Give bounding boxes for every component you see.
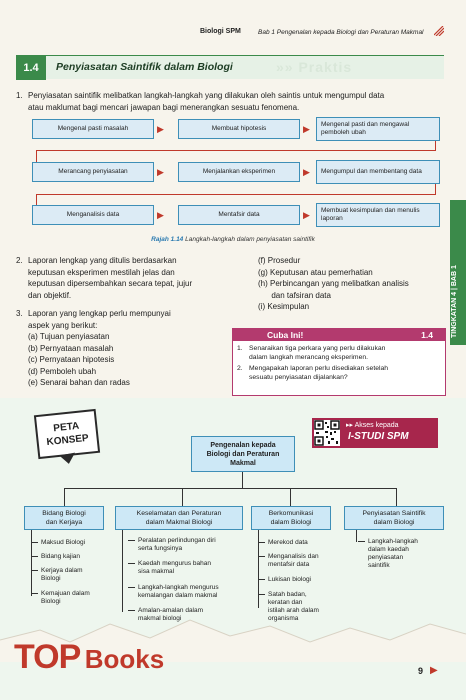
question-line: sesuatu penyiasatan dijalankan? — [249, 373, 348, 381]
leaf-line: Biologi — [41, 575, 61, 582]
map-leaf — [138, 537, 216, 553]
paragraph-line: keputusan dipersembahkan secara tepat, jujur — [28, 279, 193, 288]
map-leaf — [368, 538, 418, 570]
leaf-line: Biologi — [41, 598, 61, 605]
flow-step: Membuat hipotesis — [178, 119, 300, 139]
map-connector — [396, 488, 397, 506]
map-connector — [122, 530, 123, 612]
paragraph-line: aspek yang berikut: — [28, 320, 98, 330]
access-label: ▸▸ Akses kepada — [346, 422, 399, 429]
map-leaf — [138, 584, 219, 600]
paragraph-number: 3. — [16, 309, 23, 318]
badge-line: PETA — [52, 420, 80, 435]
book-title: Biologi SPM — [200, 28, 241, 35]
access-brand: I-STUDI SPM — [348, 431, 409, 442]
question-number: 2. — [237, 365, 243, 372]
list-item: dan tafsiran data — [258, 290, 331, 300]
leaf-line: Amalan-amalan dalam — [138, 607, 204, 614]
map-category — [344, 506, 444, 530]
question-number: 1. — [237, 345, 243, 352]
page-arrow-icon: ▶ — [430, 665, 438, 676]
leaf-line: mentafsir data — [268, 561, 310, 568]
map-leaf — [41, 539, 85, 547]
leaf-line: Maksud Biologi — [41, 539, 86, 546]
leaf-line: dalam kaedah — [368, 546, 409, 553]
category-line: dalam Biologi — [270, 518, 312, 526]
list-item: (h) Perbincangan yang melibatkan analisis — [258, 279, 409, 288]
category-line: dalam Makmal Biologi — [145, 518, 213, 526]
flow-step: Membuat kesimpulan dan menulis laporan — [316, 203, 440, 227]
qr-code-icon[interactable] — [314, 420, 340, 446]
leaf-line: makmal biologi — [138, 615, 182, 622]
connector-line — [36, 194, 436, 195]
section-heading — [16, 55, 444, 79]
connector-line — [36, 194, 37, 205]
paragraph-3 — [16, 308, 228, 389]
leaf-line: Merekod data — [268, 539, 308, 546]
category-line: Bidang Biologi — [42, 510, 86, 517]
question-line: Senaraikan tiga perkara yang perlu dilakukan — [249, 345, 386, 352]
badge-line: KONSEP — [46, 432, 90, 449]
topbooks-logo — [14, 638, 164, 677]
leaf-line: kemalangan dalam makmal — [138, 592, 218, 599]
map-leaf — [268, 553, 319, 569]
flow-step: Mengenal pasti masalah — [32, 119, 154, 139]
paragraph-2 — [16, 255, 228, 301]
arrow-right-icon: ▶ — [303, 167, 310, 177]
leaf-line: Bidang kajian — [41, 553, 81, 560]
arrow-right-icon: ▶ — [303, 124, 310, 134]
leaf-line: Langkah-langkah mengurus — [138, 584, 219, 591]
logo-top: TOP — [14, 638, 81, 676]
list-item: (b) Pernyataan masalah — [28, 343, 114, 353]
list-item: (e) Senarai bahan dan radas — [28, 378, 130, 387]
map-category — [251, 506, 331, 530]
page-header — [0, 26, 466, 40]
paragraph-line: dan objektif. — [28, 290, 72, 300]
category-line: Penyiasatan Saintifik — [362, 510, 426, 517]
list-item: (i) Kesimpulan — [258, 302, 310, 311]
logo-books: Books — [84, 644, 165, 674]
leaf-line: Menganalisis dan — [268, 553, 319, 560]
leaf-line: Lukisan biologi — [268, 576, 312, 583]
map-connector — [290, 488, 291, 506]
question-line: dalam langkah merancang eksperimen. — [249, 353, 369, 361]
category-line: Berkomunikasi — [268, 510, 314, 517]
question-line: Mengapakah laporan perlu disediakan setelah — [249, 365, 389, 372]
side-tab-label: TINGKATAN 4 | BAB 1 — [451, 265, 458, 338]
try-this-title: Cuba Ini! — [267, 330, 304, 340]
connector-line — [435, 141, 436, 150]
section-number: 1.4 — [16, 56, 46, 80]
map-leaf — [268, 576, 311, 584]
map-leaf — [138, 560, 211, 576]
flow-step: Mengumpul dan membentang data — [316, 160, 440, 184]
leaf-line: penyiasatan — [368, 554, 404, 561]
leaf-line: istilah arah dalam — [268, 607, 319, 614]
paragraph-number: 1. — [16, 91, 23, 100]
list-item: (g) Keputusan atau pemerhatian — [258, 267, 373, 277]
list-item: (f) Prosedur — [258, 256, 301, 265]
try-this-header — [233, 329, 445, 341]
arrow-right-icon: ▶ — [303, 210, 310, 220]
category-line: Keselamatan dan Peraturan — [136, 510, 222, 517]
flow-step: Mentafsir data — [178, 205, 300, 225]
concept-map-badge — [34, 409, 100, 459]
background-word: »» Praktis — [276, 59, 353, 75]
try-this-questions — [237, 345, 443, 382]
access-banner[interactable] — [312, 418, 438, 448]
paragraph-line: atau maklumat bagi mencari jawapan bagi menerangkan sesuatu fenomena. — [28, 102, 300, 112]
leaf-line: Satah badan, — [268, 591, 307, 598]
paragraph-line: Laporan yang lengkap perlu mempunyai — [28, 309, 171, 318]
paragraph-line: Laporan lengkap yang ditulis berdasarkan — [28, 256, 177, 265]
list-item: (c) Pernyataan hipotesis — [28, 355, 115, 364]
connector-line — [36, 150, 37, 162]
leaf-line: saintifik — [368, 562, 390, 569]
map-connector — [356, 530, 357, 542]
leaf-line: Kerjaya dalam — [41, 567, 83, 574]
paragraph-number: 2. — [16, 256, 23, 265]
map-connector — [64, 488, 396, 489]
map-leaf — [41, 553, 80, 561]
list-item: (a) Tujuan penyiasatan — [28, 332, 110, 341]
leaf-line: Kaedah mengurus bahan — [138, 560, 212, 567]
root-line: Pengenalan kepada — [210, 442, 276, 449]
concept-map-root — [191, 436, 295, 472]
map-leaf — [41, 590, 90, 606]
flow-step: Menjalankan eksperimen — [178, 162, 300, 182]
connector-line — [435, 184, 436, 194]
flow-step: Merancang penyiasatan — [32, 162, 154, 182]
leaf-line: Langkah-langkah — [368, 538, 418, 545]
arrow-right-icon: ▶ — [157, 210, 164, 220]
paragraph-1 — [16, 90, 448, 113]
leaf-line: serta fungsinya — [138, 545, 183, 552]
root-line: Makmal — [230, 460, 256, 467]
flow-step: Mengenal pasti dan mengawal pemboleh ubah — [316, 117, 440, 141]
chapter-title: Bab 1 Pengenalan kepada Biologi dan Peraturan Makmal — [258, 28, 424, 36]
caption-label: Rajah 1.14 — [151, 236, 184, 243]
root-line: Biologi dan Peraturan — [206, 451, 280, 458]
leaf-line: Peralatan perlindungan diri — [138, 537, 216, 544]
connector-line — [36, 150, 436, 151]
paragraph-line: Penyiasatan saintifik melibatkan langkah-langkah yang dilakukan oleh saintis untuk mengumpul data — [28, 91, 385, 100]
leaf-line: keratan dan — [268, 599, 303, 606]
figure-caption — [0, 236, 466, 243]
paragraph-line: keputusan eksperimen mestilah jelas dan — [28, 267, 175, 277]
arrow-right-icon: ▶ — [157, 124, 164, 134]
section-title: Penyiasatan Saintifik dalam Biologi — [56, 61, 233, 73]
arrow-right-icon: ▶ — [157, 167, 164, 177]
map-connector — [182, 488, 183, 506]
leaf-line: organisma — [268, 615, 299, 622]
report-aspect-list — [258, 255, 450, 313]
try-this-number: 1.4 — [421, 330, 433, 340]
page-number: 9 — [418, 666, 424, 676]
map-category — [115, 506, 243, 530]
list-item: (d) Pemboleh ubah — [28, 366, 97, 376]
try-this-box — [232, 328, 446, 396]
category-line: dalam Biologi — [373, 518, 415, 526]
caption-text: Langkah-langkah dalam penyiasatan saintifik — [185, 236, 315, 243]
map-category — [24, 506, 104, 530]
map-connector — [242, 472, 243, 488]
stripes-icon — [434, 26, 444, 36]
category-line: dan Kerjaya — [45, 518, 83, 526]
leaf-line: sisa makmal — [138, 568, 175, 575]
map-leaf — [41, 567, 83, 583]
leaf-line: Kemajuan dalam — [41, 590, 90, 597]
map-connector — [64, 488, 65, 506]
flow-step: Menganalisis data — [32, 205, 154, 225]
map-leaf — [268, 539, 308, 547]
map-connector — [31, 530, 32, 596]
